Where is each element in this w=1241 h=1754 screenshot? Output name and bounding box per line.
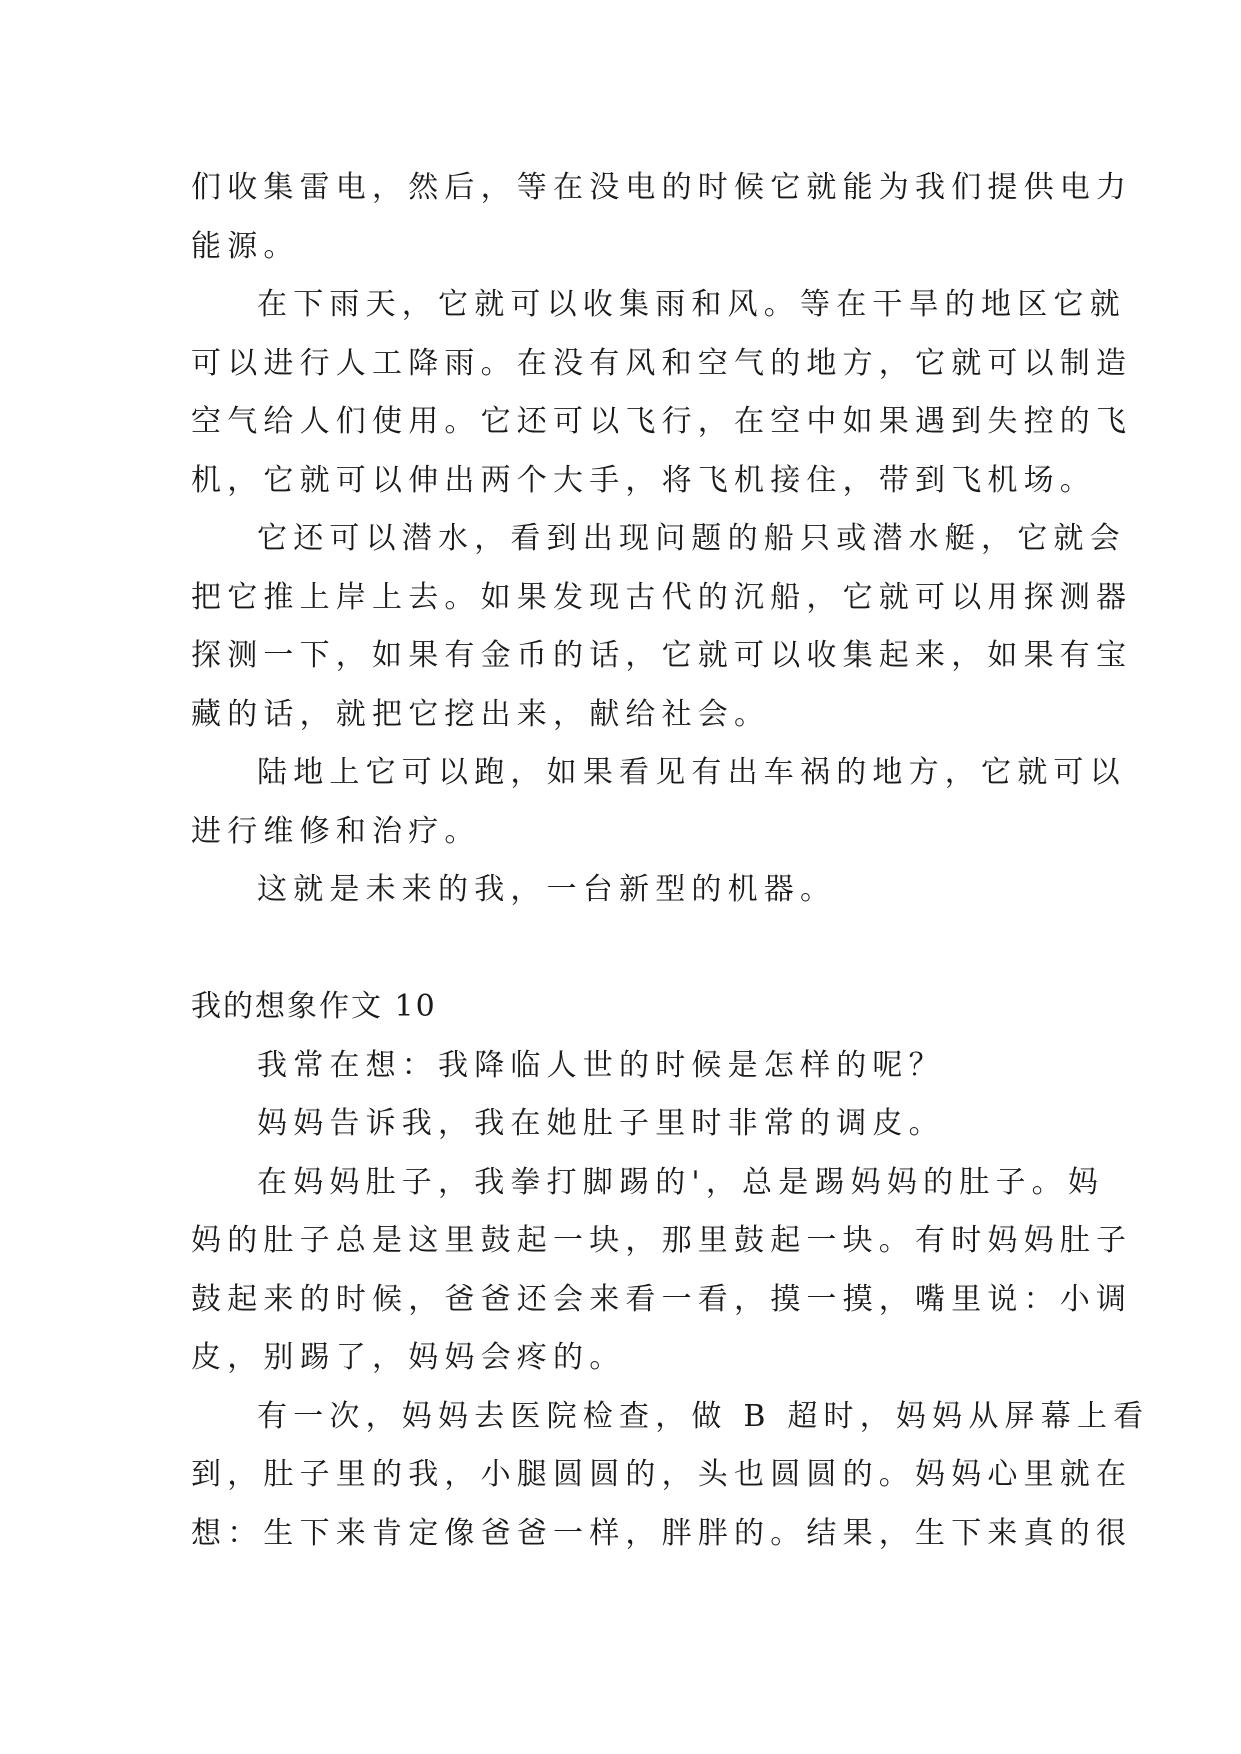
paragraph-start-line: 有一次，妈妈去医院检查，做 B 超时，妈妈从屏幕上看 bbox=[257, 1398, 1150, 1434]
text-line: 想：生下来肯定像爸爸一样，胖胖的。结果，生下来真的很 bbox=[191, 1515, 1133, 1551]
text-line: 们收集雷电，然后，等在没电的时候它就能为我们提供电力 bbox=[191, 170, 1133, 205]
paragraph-start-line: 陆地上它可以跑，如果看见有出车祸的地方，它就可以 bbox=[257, 755, 1126, 790]
section-heading: 我的想象作文 10 bbox=[191, 989, 437, 1024]
paragraph-start-line: 在下雨天，它就可以收集雨和风。等在干旱的地区它就 bbox=[257, 287, 1126, 322]
section-gap bbox=[191, 920, 1051, 979]
text-line: 空气给人们使用。它还可以飞行，在空中如果遇到失控的飞 bbox=[191, 404, 1133, 439]
text-line: 机，它就可以伸出两个大手，将飞机接住，带到飞机场。 bbox=[191, 462, 1096, 498]
paragraph-start-line: 我常在想：我降临人世的时候是怎样的呢？ bbox=[257, 1047, 945, 1083]
text-line: 妈的肚子总是这里鼓起一块，那里鼓起一块。有时妈妈肚子 bbox=[191, 1223, 1133, 1258]
essay-text bbox=[191, 159, 1150, 1563]
text-line: 皮，别踢了，妈妈会疼的。 bbox=[191, 1340, 626, 1375]
paragraph-start-line: 这就是未来的我，一台新型的机器。 bbox=[257, 872, 837, 907]
text-line: 鼓起来的时候，爸爸还会来看一看，摸一摸，嘴里说：小调 bbox=[191, 1281, 1133, 1317]
paragraph-start-line: 在妈妈肚子，我拳打脚踢的'，总是踢妈妈的肚子。妈 bbox=[257, 1164, 1105, 1200]
text-line: 进行维修和治疗。 bbox=[191, 813, 481, 849]
text-line: 到，肚子里的我，小腿圆圆的，头也圆圆的。妈妈心里就在 bbox=[191, 1457, 1133, 1492]
text-line: 可以进行人工降雨。在没有风和空气的地方，它就可以制造 bbox=[191, 345, 1133, 381]
text-line: 探测一下，如果有金币的话，它就可以收集起来，如果有宝 bbox=[191, 638, 1133, 673]
text-line: 能源。 bbox=[191, 228, 300, 264]
text-line: 藏的话，就把它挖出来，献给社会。 bbox=[191, 696, 771, 732]
paragraph-start-line: 它还可以潜水，看到出现问题的船只或潜水艇，它就会 bbox=[257, 521, 1126, 556]
paragraph-start-line: 妈妈告诉我，我在她肚子里时非常的调皮。 bbox=[257, 1106, 945, 1141]
text-line: 把它推上岸上去。如果发现古代的沉船，它就可以用探测器 bbox=[191, 579, 1133, 615]
